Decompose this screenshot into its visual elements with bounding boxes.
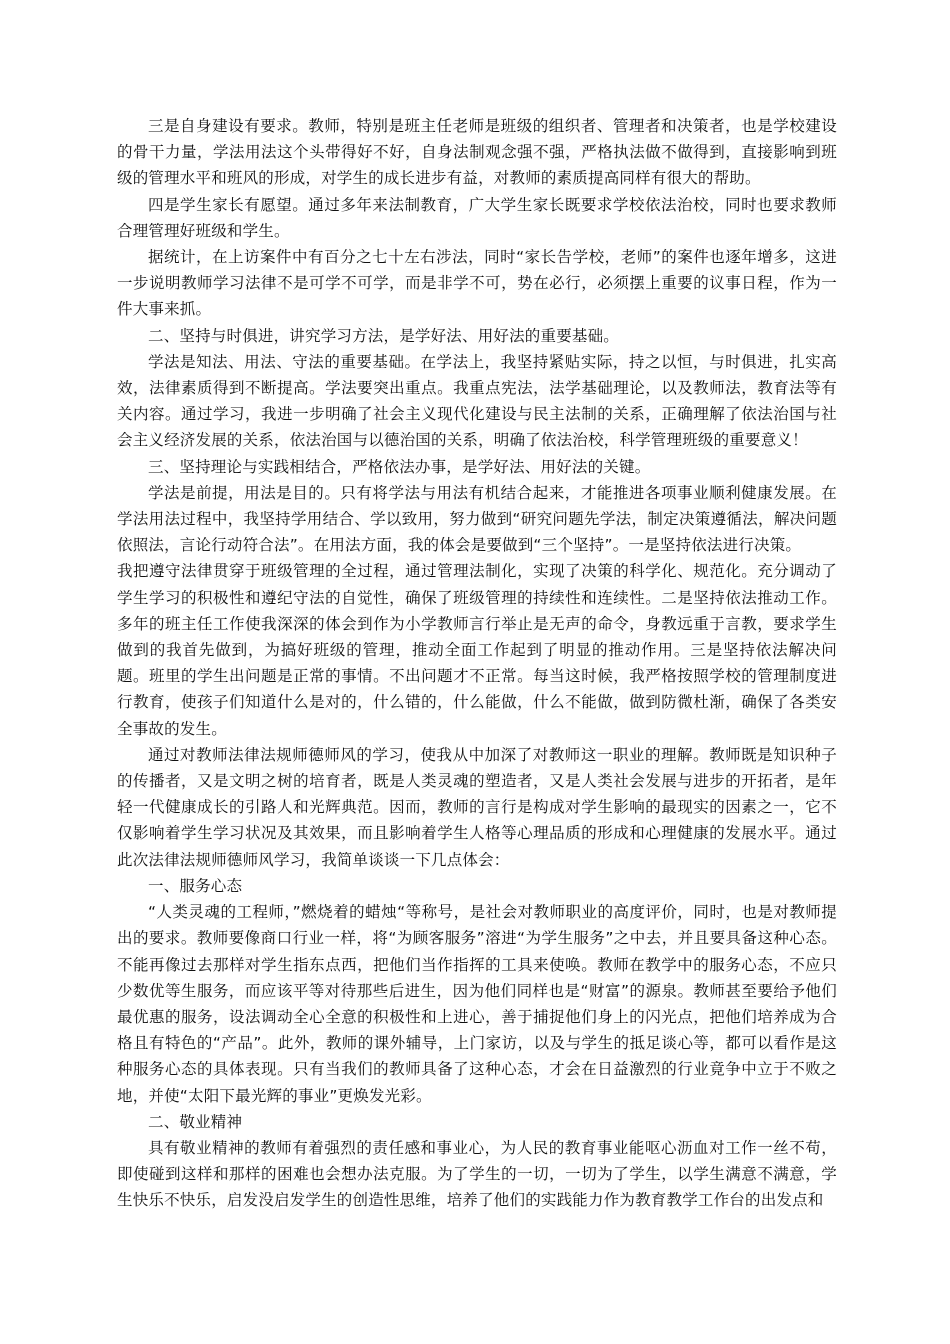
heading-section-three: 三、坚持理论与实践相结合，严格依法办事，是学好法、用好法的关键。 xyxy=(148,457,651,476)
paragraph-study-reflection: 通过对教师法律法规师德师风的学习，使我从中加深了对教师这一职业的理解。教师既是知识种子的传播者，又是文明之树的培育者，既是人类灵魂的塑造者，又是人类社会发展与进步的开拓者，是年轻一代健康成长的引路人和光辉典范。因而，教师的言行是构成对学生影响的最现实的因素之一，它不仅影响着学生学习状况及其效果，而且影响着学生人格等心理品质的形成和心理健康的发展水平。通过此次法律法规师德师风学习，我简单谈谈一下几点体会： xyxy=(117,745,837,869)
heading-service-attitude: 一、服务心态 xyxy=(148,876,243,895)
paragraph-law-in-management: 我把遵守法律贯穿于班级管理的全过程，通过管理法制化，实现了决策的科学化、规范化。充分调动了学生学习的积极性和遵纪守法的自觉性，确保了班级管理的持续性和连续性。二是坚持依法推动工作。多年的班主任工作使我深深的体会到作为小学教师言行举止是无声的命令，身教远重于言教，要求学生做到的我首先做到，为搞好班级的管理，推动全面工作起到了明显的推动作用。三是坚持依法解决问题。班里的学生出问题是正常的事情。不出问题才不正常。每当这时候，我严格按照学校的管理制度进行教育，使孩子们知道什么是对的，什么错的，什么能做，什么不能做，做到防微杜渐，确保了各类安全事故的发生。 xyxy=(117,562,837,738)
paragraph-self-construction: 三是自身建设有要求。教师，特别是班主任老师是班级的组织者、管理者和决策者，也是学校建设的骨干力量，学法用法这个头带得好不好，自身法制观念强不强，严格执法做不做得到，直接影响到班级的管理水平和班风的形成，对学生的成长进步有益，对教师的素质提高同样有很大的帮助。 xyxy=(117,117,837,188)
heading-dedication: 二、敬业精神 xyxy=(148,1112,243,1131)
paragraph-theory-practice: 学法是前提，用法是目的。只有将学法与用法有机结合起来，才能推进各项事业顺利健康发展。在学法用法过程中，我坚持学用结合、学以致用，努力做到“研究问题先学法，制定决策遵循法，解决问题依照法，言论行动符合法”。在用法方面，我的体会是要做到“三个坚持”。一是坚持依法进行决策。 xyxy=(117,483,837,555)
paragraph-service-attitude: “人类灵魂的工程师，”燃烧着的蜡烛“等称号，是社会对教师职业的高度评价，同时，也是对教师提出的要求。教师要像商口行业一样，将“为顾客服务”溶进“为学生服务”之中去，并且要具备这种心态。不能再像过去那样对学生指东点西，把他们当作指挥的工具来使唤。教师在教学中的服务心态，不应只少数优等生服务，而应该平等对待那些后进生，因为他们同样也是“财富”的源泉。教师甚至要给予他们最优惠的服务，设法调动全心全意的积极性和上进心，善于捕捉他们身上的闪光点，把他们培养成为合格且有特色的“产品”。此外，教师的课外辅导，上门家访，以及与学生的抵足谈心等，都可以看作是这种服务心态的具体表现。只有当我们的教师具备了这种心态，才会在日益激烈的行业竟争中立于不败之地，并使“太阳下最光辉的事业”更焕发光彩。 xyxy=(117,903,837,1105)
heading-section-two: 二、坚持与时俱进，讲究学习方法，是学好法、用好法的重要基础。 xyxy=(148,326,620,345)
paragraph-dedication: 具有敬业精神的教师有着强烈的责任感和事业心，为人民的教育事业能呕心沥血对工作一丝不苟，即使碰到这样和那样的困难也会想办法克服。为了学生的一切，一切为了学生，以学生满意不满意，学生快乐不快乐，启发没启发学生的创造性思维，培养了他们的实践能力作为教育教学工作台的出发点和 xyxy=(117,1138,837,1210)
paragraph-study-method: 学法是知法、用法、守法的重要基础。在学法上，我坚持紧贴实际，持之以恒，与时俱进，扎实高效，法律素质得到不断提高。学法要突出重点。我重点宪法，法学基础理论，以及教师法，教育法等有关内容。通过学习，我进一步明确了社会主义现代化建设与民主法制的关系，正确理解了依法治国与社会主义经济发展的关系，依法治国与以德治国的关系，明确了依法治校，科学管理班级的重要意义！ xyxy=(117,352,837,450)
paragraph-statistics: 据统计，在上访案件中有百分之七十左右涉法，同时“家长告学校，老师”的案件也逐年增多，这进一步说明教师学习法律不是可学不可学，而是非学不可，势在必行，必须摆上重要的议事日程，作为一件大事来抓。 xyxy=(117,248,837,319)
document-body xyxy=(117,113,837,1214)
paragraph-parents-wishes: 四是学生家长有愿望。通过多年来法制教育，广大学生家长既要求学校依法治校，同时也要求教师合理管理好班级和学生。 xyxy=(117,195,837,240)
